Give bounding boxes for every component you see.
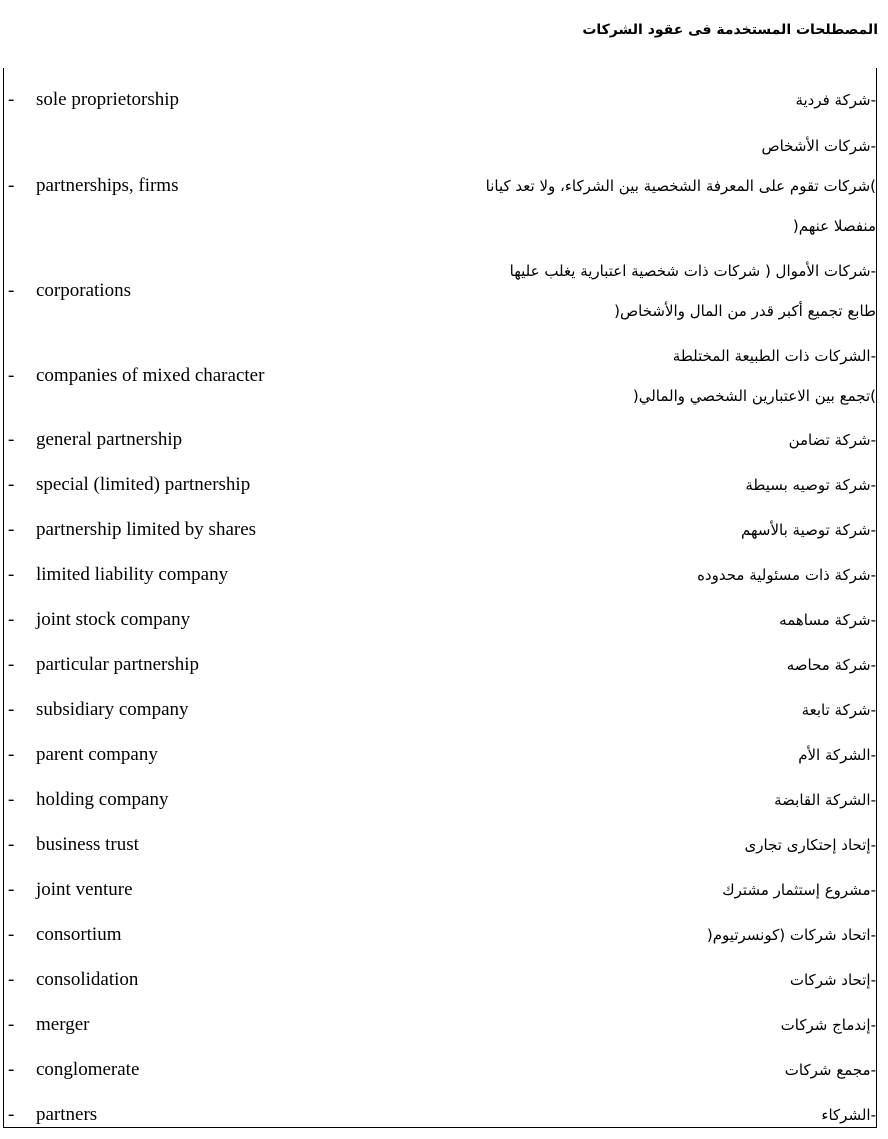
arabic-term bbox=[416, 645, 876, 685]
arabic-term-line: -شركة ذات مسئولية محدوده bbox=[697, 566, 876, 584]
arabic-term-line: -الشركاء bbox=[821, 1106, 876, 1124]
english-term: partners bbox=[36, 1104, 98, 1125]
arabic-term bbox=[416, 1050, 876, 1090]
glossary-row bbox=[0, 600, 888, 640]
row-dash: - bbox=[8, 789, 15, 810]
arabic-term-line: -شركة محاصه bbox=[786, 656, 876, 674]
glossary-row bbox=[0, 126, 888, 246]
arabic-term-line: -شركة مساهمه bbox=[779, 611, 876, 629]
glossary-row bbox=[0, 336, 888, 416]
row-dash: - bbox=[8, 519, 15, 540]
arabic-term-line: -شركة تضامن bbox=[788, 431, 876, 449]
arabic-term bbox=[416, 960, 876, 1000]
english-term: holding company bbox=[36, 789, 169, 810]
glossary-row bbox=[0, 80, 888, 120]
arabic-term bbox=[416, 600, 876, 640]
arabic-term-line: -شركة توصية بالأسهم bbox=[741, 521, 876, 539]
glossary-row bbox=[0, 251, 888, 331]
arabic-term bbox=[416, 780, 876, 820]
row-dash: - bbox=[8, 744, 15, 765]
row-dash: - bbox=[8, 699, 15, 720]
english-term: merger bbox=[36, 1014, 90, 1035]
glossary-row bbox=[0, 1005, 888, 1045]
glossary-row bbox=[0, 960, 888, 1000]
arabic-term-line: -مشروع إستثمار مشترك bbox=[722, 881, 876, 899]
arabic-term-line: -شركة فردية bbox=[795, 91, 876, 109]
arabic-term bbox=[416, 870, 876, 910]
arabic-term-line: -شركة تابعة bbox=[801, 701, 876, 719]
arabic-term bbox=[416, 690, 876, 730]
row-dash: - bbox=[8, 365, 15, 386]
arabic-term bbox=[416, 555, 876, 595]
page-title: المصطلحات المستخدمة فى عقود الشركات bbox=[582, 22, 878, 38]
row-dash: - bbox=[8, 1014, 15, 1035]
english-term: special (limited) partnership bbox=[36, 474, 251, 495]
english-term: subsidiary company bbox=[36, 699, 189, 720]
arabic-term bbox=[416, 510, 876, 550]
arabic-term-line: -شركات الأشخاص bbox=[761, 137, 876, 155]
english-term: joint stock company bbox=[36, 609, 191, 630]
glossary-row bbox=[0, 1095, 888, 1135]
row-dash: - bbox=[8, 609, 15, 630]
arabic-term-line: )شركات تقوم على المعرفة الشخصية بين الشركاء، ولا تعد كيانا bbox=[485, 177, 876, 195]
english-term: consolidation bbox=[36, 969, 139, 990]
glossary-row bbox=[0, 915, 888, 955]
arabic-term-line: -إتحاد شركات bbox=[789, 971, 876, 989]
english-term: consortium bbox=[36, 924, 122, 945]
glossary-row bbox=[0, 870, 888, 910]
row-dash: - bbox=[8, 175, 15, 196]
arabic-term-line: -إندماج شركات bbox=[780, 1016, 876, 1034]
row-dash: - bbox=[8, 969, 15, 990]
row-dash: - bbox=[8, 280, 15, 301]
english-term: partnership limited by shares bbox=[36, 519, 257, 540]
arabic-term-line: -الشركة القابضة bbox=[774, 791, 876, 809]
arabic-term bbox=[416, 251, 876, 331]
glossary-row bbox=[0, 510, 888, 550]
glossary-row bbox=[0, 465, 888, 505]
english-term: conglomerate bbox=[36, 1059, 140, 1080]
arabic-term-line: منفصلا عنهم( bbox=[792, 217, 876, 235]
row-dash: - bbox=[8, 924, 15, 945]
glossary-row bbox=[0, 420, 888, 460]
glossary-row bbox=[0, 690, 888, 730]
row-dash: - bbox=[8, 564, 15, 585]
arabic-term bbox=[416, 465, 876, 505]
glossary-row bbox=[0, 645, 888, 685]
arabic-term bbox=[416, 336, 876, 416]
english-term: limited liability company bbox=[36, 564, 229, 585]
english-term: business trust bbox=[36, 834, 139, 855]
english-term: sole proprietorship bbox=[36, 89, 180, 110]
english-term: partnerships, firms bbox=[36, 175, 179, 196]
arabic-term-line: طابع تجميع أكبر قدر من المال والأشخاص( bbox=[614, 302, 876, 320]
arabic-term bbox=[416, 80, 876, 120]
glossary-row bbox=[0, 1050, 888, 1090]
row-dash: - bbox=[8, 1059, 15, 1080]
row-dash: - bbox=[8, 834, 15, 855]
row-dash: - bbox=[8, 89, 15, 110]
glossary-row bbox=[0, 555, 888, 595]
english-term: particular partnership bbox=[36, 654, 200, 675]
glossary-row bbox=[0, 780, 888, 820]
row-dash: - bbox=[8, 654, 15, 675]
row-dash: - bbox=[8, 1104, 15, 1125]
arabic-term bbox=[416, 1095, 876, 1135]
arabic-term bbox=[416, 1005, 876, 1045]
arabic-term-line: -مجمع شركات bbox=[784, 1061, 876, 1079]
arabic-term-line: -شركة توصيه بسيطة bbox=[745, 476, 876, 494]
glossary-row bbox=[0, 735, 888, 775]
row-dash: - bbox=[8, 879, 15, 900]
arabic-term-line: -شركات الأموال ( شركات ذات شخصية اعتبارية يغلب عليها bbox=[509, 262, 876, 280]
arabic-term bbox=[416, 420, 876, 460]
arabic-term bbox=[416, 915, 876, 955]
arabic-term bbox=[416, 126, 876, 246]
arabic-term-line: -الشركات ذات الطبيعة المختلطة bbox=[672, 347, 876, 365]
arabic-term-line: -إتحاد إحتكارى تجارى bbox=[744, 836, 876, 854]
arabic-term bbox=[416, 735, 876, 775]
english-term: corporations bbox=[36, 280, 131, 301]
glossary-row bbox=[0, 825, 888, 865]
english-term: parent company bbox=[36, 744, 158, 765]
arabic-term bbox=[416, 825, 876, 865]
english-term: joint venture bbox=[36, 879, 133, 900]
english-term: companies of mixed character bbox=[36, 365, 265, 386]
english-term: general partnership bbox=[36, 429, 183, 450]
arabic-term-line: -اتحاد شركات (كونسرتيوم( bbox=[706, 926, 876, 944]
arabic-term-line: )تجمع بين الاعتبارين الشخصي والمالي( bbox=[632, 387, 876, 405]
row-dash: - bbox=[8, 429, 15, 450]
arabic-term-line: -الشركة الأم bbox=[798, 746, 876, 764]
row-dash: - bbox=[8, 474, 15, 495]
